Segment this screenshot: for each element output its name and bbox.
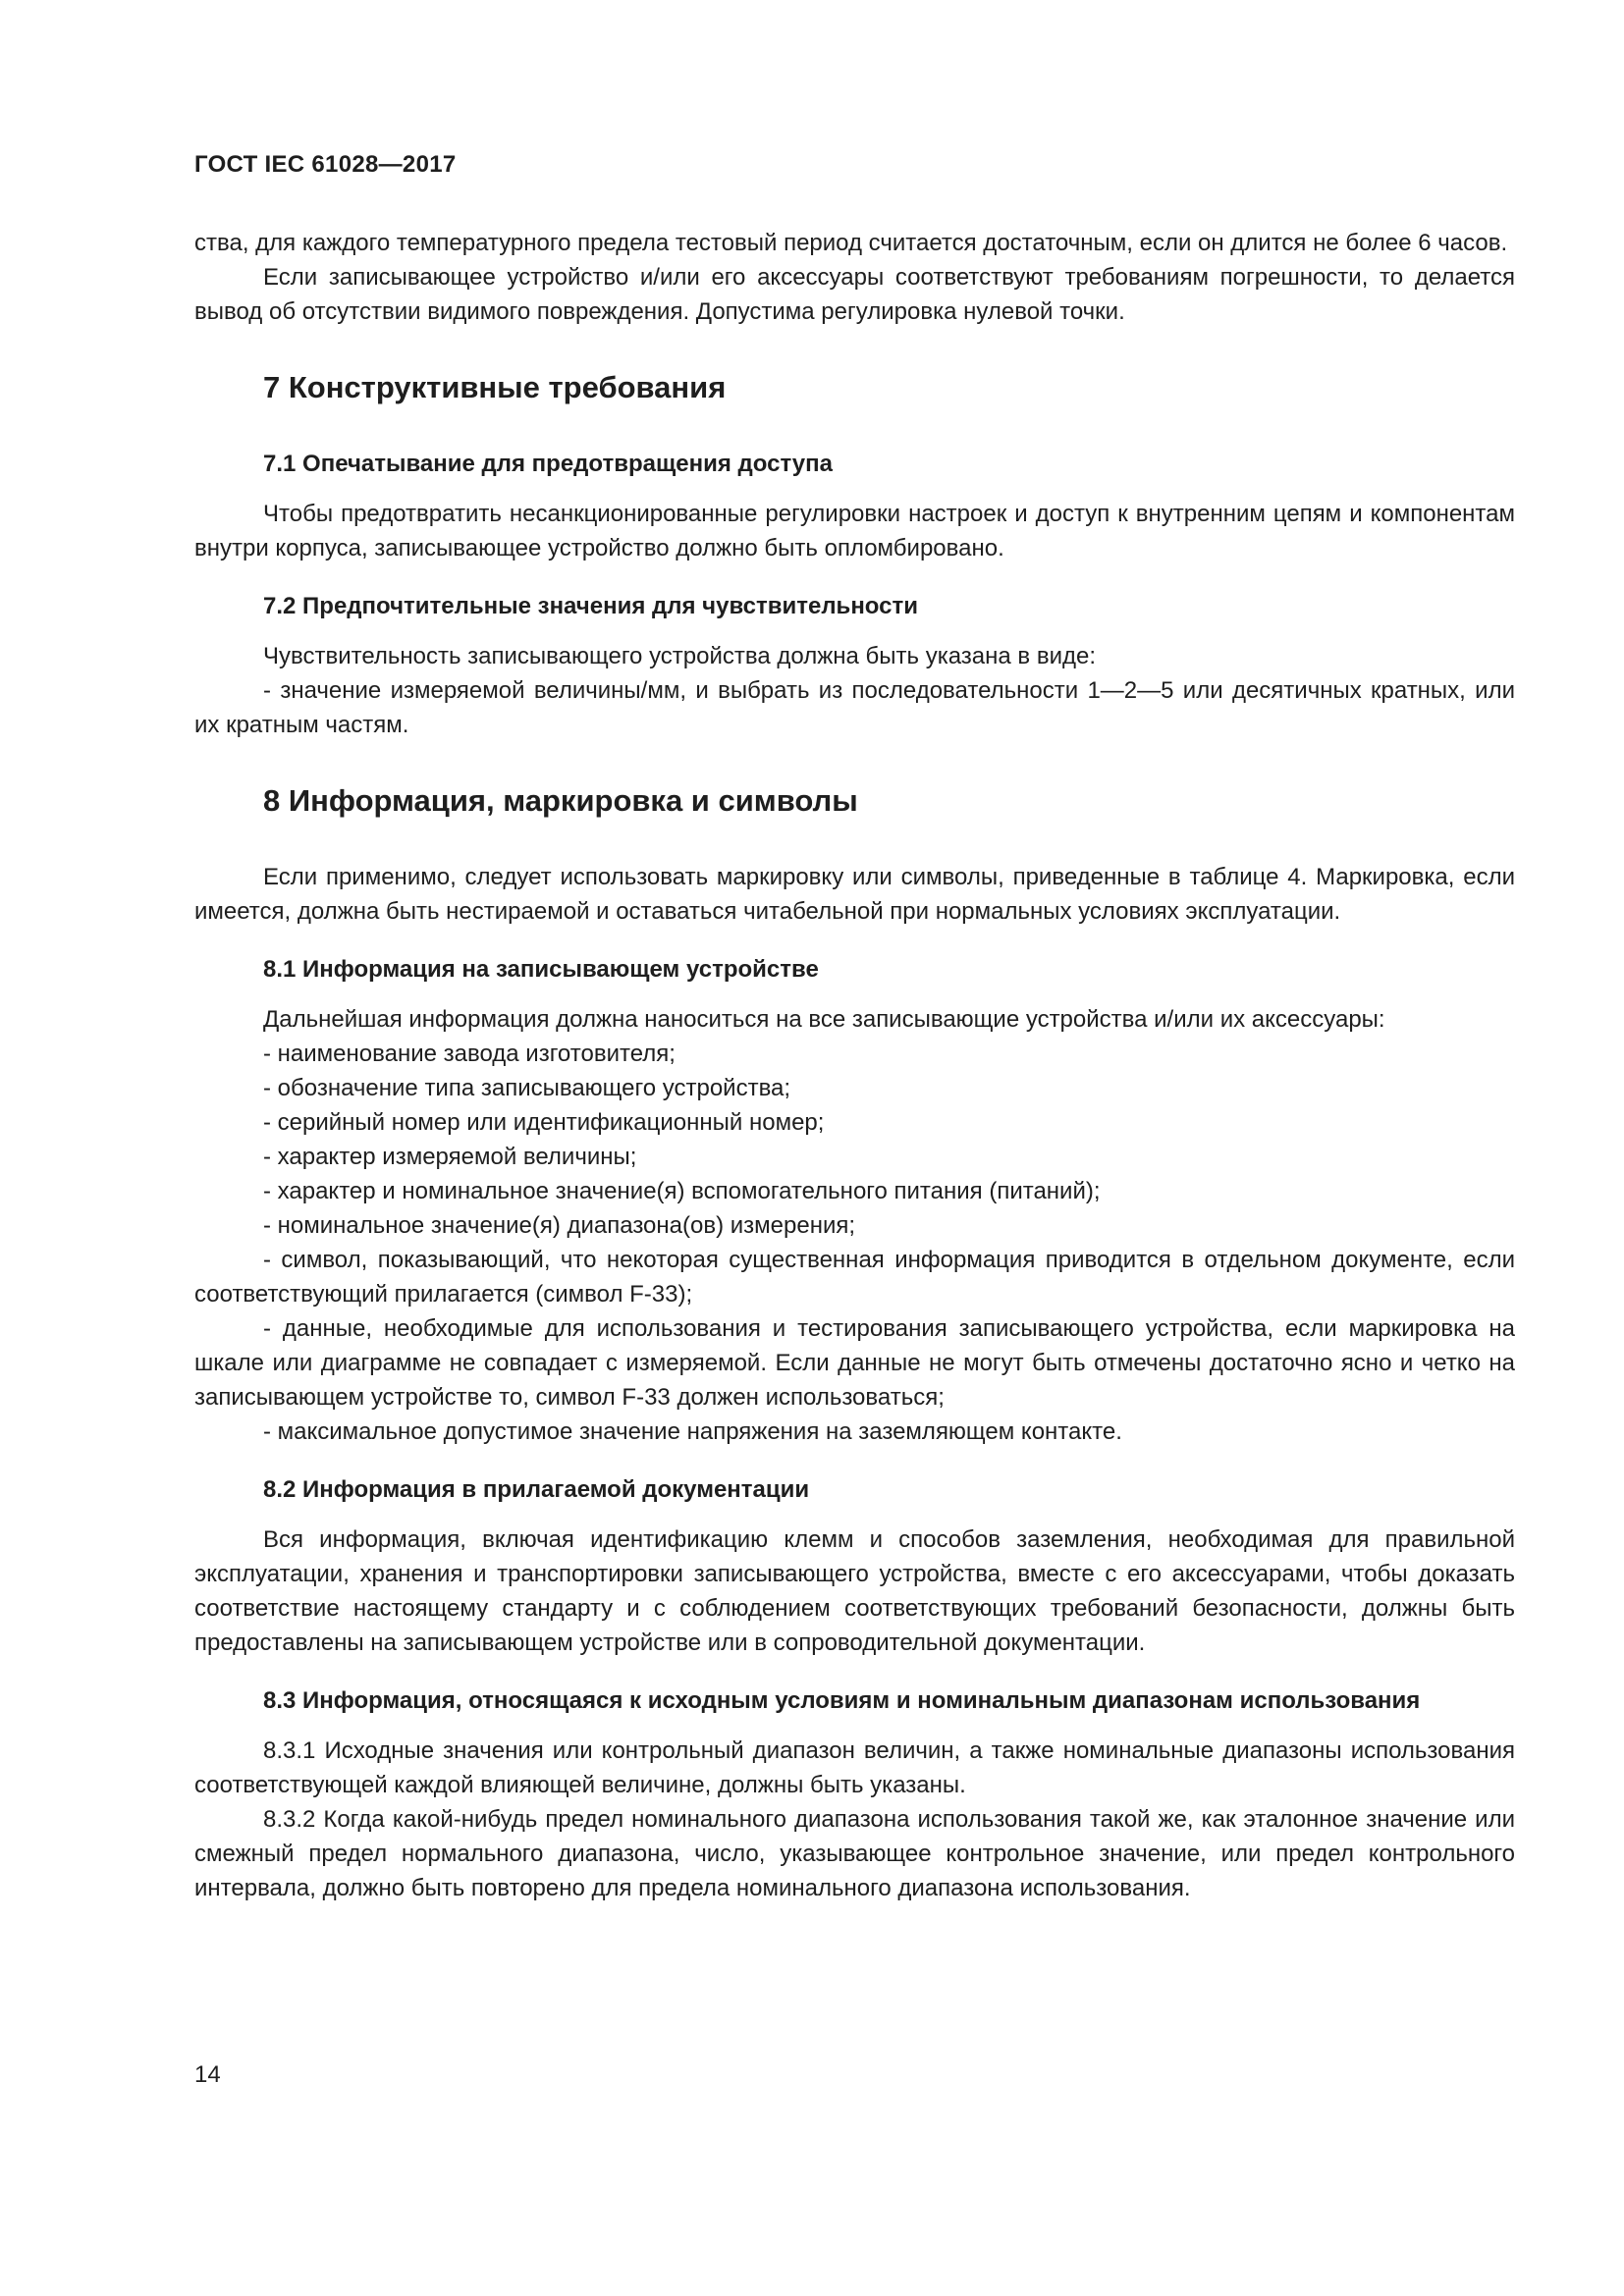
section-8-heading: 8 Информация, маркировка и символы: [263, 783, 858, 818]
section-7-1-heading: 7.1 Опечатывание для предотвращения доступа: [263, 451, 833, 477]
list-item: - данные, необходимые для использования и тестирования записывающего устройства, если маркировка на шкале или диаграмме не совпадает с измеряемой. Если данные не могут быть отмечены достаточно ясно и четко на записывающем устройстве то, символ F-33 должен использоваться;: [194, 1315, 1515, 1411]
list-item: - серийный номер или идентификационный номер;: [263, 1109, 825, 1136]
section-7-heading: 7 Конструктивные требования: [263, 370, 727, 404]
paragraph: Если применимо, следует использовать маркировку или символы, приведенные в таблице 4. Маркировка, если имеется, должна быть нестираемой и оставаться читабельной при нормальных условиях эксплуатации.: [194, 864, 1515, 925]
document-page: [194, 137, 1515, 1905]
section-7-2-heading: 7.2 Предпочтительные значения для чувствительности: [263, 593, 919, 619]
paragraph: 8.3.2 Когда какой-нибудь предел номинального диапазона использования такой же, как эталонное значение или смежный предел нормального диапазона, число, указывающее контрольное значение, или предел контрольного интервала, должно быть повторено для предела номинального диапазона использования.: [194, 1806, 1515, 1901]
page-number: 14: [194, 2061, 221, 2088]
paragraph: Если записывающее устройство и/или его аксессуары соответствуют требованиям погрешности, то делается вывод об отсутствии видимого повреждения. Допустима регулировка нулевой точки.: [194, 264, 1515, 325]
list-item: - характер и номинальное значение(я) вспомогательного питания (питаний);: [263, 1178, 1101, 1204]
list-item: - значение измеряемой величины/мм, и выбрать из последовательности 1—2—5 или десятичных кратных, или их кратным частям.: [194, 677, 1515, 738]
paragraph: Вся информация, включая идентификацию клемм и способов заземления, необходимая для правильной эксплуатации, хранения и транспортировки записывающего устройства, вместе с его аксессуарами, чтобы доказать соответствие настоящему стандарту и с соблюдением соответствующих требований безопасности, должны быть предоставлены на записывающем устройстве или в сопроводительной документации.: [194, 1526, 1515, 1656]
paragraph: Дальнейшая информация должна наноситься на все записывающие устройства и/или их аксессуары:: [263, 1006, 1385, 1033]
list-item: - номинальное значение(я) диапазона(ов) измерения;: [263, 1212, 856, 1239]
document-header: ГОСТ IEC 61028—2017: [194, 151, 457, 178]
paragraph: Чувствительность записывающего устройства должна быть указана в виде:: [263, 643, 1097, 669]
list-item: - наименование завода изготовителя;: [263, 1041, 676, 1067]
list-item: - максимальное допустимое значение напряжения на заземляющем контакте.: [263, 1418, 1122, 1445]
list-item: - характер измеряемой величины;: [263, 1144, 637, 1170]
section-8-3-heading: 8.3 Информация, относящаяся к исходным условиям и номинальным диапазонам использования: [263, 1687, 1421, 1714]
section-8-2-heading: 8.2 Информация в прилагаемой документации: [263, 1476, 810, 1503]
paragraph: Чтобы предотвратить несанкционированные регулировки настроек и доступ к внутренним цепям и компонентам внутри корпуса, записывающее устройство должно быть опломбировано.: [194, 501, 1515, 561]
paragraph-continuation: ства, для каждого температурного предела тестовый период считается достаточным, если он длится не более 6 часов.: [194, 230, 1508, 256]
paragraph: 8.3.1 Исходные значения или контрольный диапазон величин, а также номинальные диапазоны использования соответствующей каждой влияющей величине, должны быть указаны.: [194, 1737, 1515, 1798]
list-item: - символ, показывающий, что некоторая существенная информация приводится в отдельном документе, если соответствующий прилагается (символ F-33);: [194, 1247, 1515, 1308]
section-8-1-heading: 8.1 Информация на записывающем устройстве: [263, 956, 819, 983]
list-item: - обозначение типа записывающего устройства;: [263, 1075, 791, 1101]
